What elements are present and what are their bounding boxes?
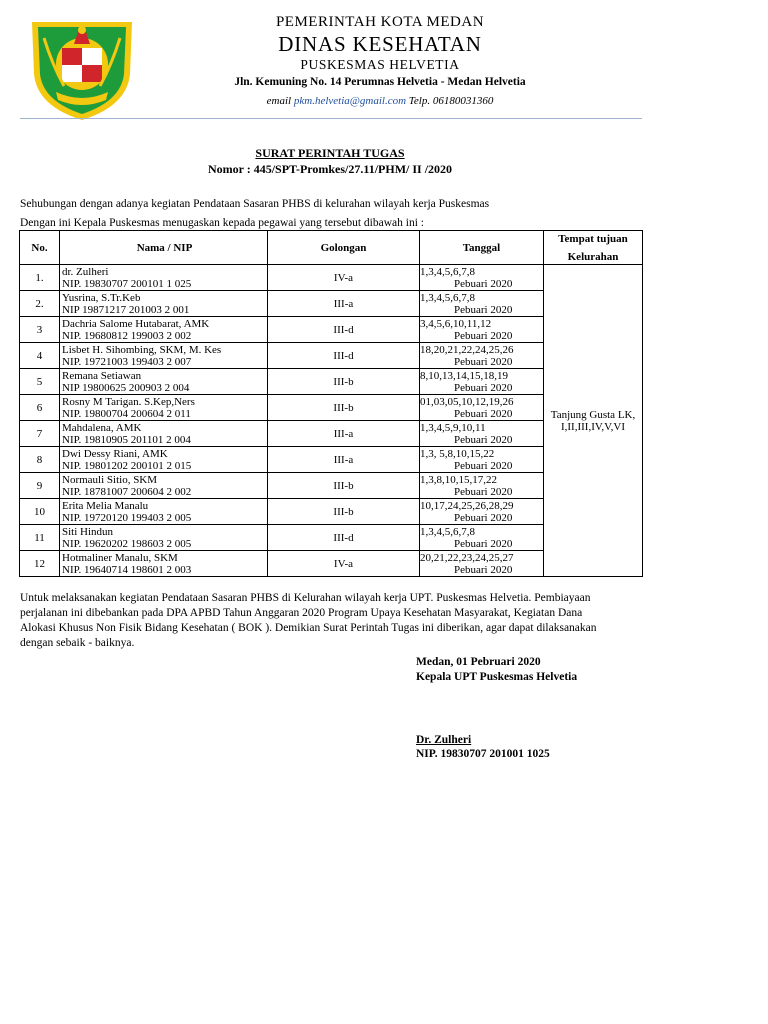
assignment-dates-cell bbox=[420, 499, 544, 525]
col-no-header: No. bbox=[20, 231, 60, 265]
signature-position: Kepala UPT Puskesmas Helvetia bbox=[416, 671, 578, 683]
employee-name: Normauli Sitio, SKM bbox=[62, 473, 158, 486]
employee-grade: III-b bbox=[268, 395, 420, 421]
assignment-dates: 10,17,24,25,26,28,29 bbox=[420, 499, 514, 512]
employee-cell bbox=[60, 265, 268, 291]
employee-grade: III-b bbox=[268, 473, 420, 499]
employee-nip: NIP. 18781007 200604 2 002 bbox=[62, 485, 192, 498]
signature-nip: NIP. 19830707 201001 1025 bbox=[416, 748, 550, 760]
row-number: 2. bbox=[20, 291, 60, 317]
destination-cell bbox=[544, 265, 643, 577]
employee-cell bbox=[60, 369, 268, 395]
assignment-dates: 8,10,13,14,15,18,19 bbox=[420, 369, 508, 382]
letter-title: SURAT PERINTAH TUGAS bbox=[255, 146, 405, 160]
intro-paragraph-2: Dengan ini Kepala Puskesmas menugaskan kepada pegawai yang tersebut dibawah ini : bbox=[20, 217, 424, 229]
employee-nip: NIP. 19830707 200101 1 025 bbox=[62, 277, 192, 290]
employee-nip: NIP. 19801202 200101 2 015 bbox=[62, 459, 192, 472]
row-number: 9 bbox=[20, 473, 60, 499]
assignment-table bbox=[19, 230, 643, 577]
assignment-dates: 1,3,4,5,6,7,8 bbox=[420, 265, 475, 278]
assignment-month: Pebuari 2020 bbox=[454, 381, 513, 394]
employee-nip: NIP 19800625 200903 2 004 bbox=[62, 381, 190, 394]
employee-cell bbox=[60, 291, 268, 317]
employee-grade: III-a bbox=[268, 447, 420, 473]
employee-nip: NIP 19871217 201003 2 001 bbox=[62, 303, 190, 316]
assignment-dates-cell bbox=[420, 551, 544, 577]
employee-grade: III-b bbox=[268, 499, 420, 525]
destination-header-line2: Kelurahan bbox=[567, 250, 619, 263]
assignment-dates-cell bbox=[420, 317, 544, 343]
row-number: 12 bbox=[20, 551, 60, 577]
employee-cell bbox=[60, 447, 268, 473]
assignment-month: Pebuari 2020 bbox=[454, 537, 513, 550]
header-divider bbox=[20, 118, 642, 119]
header-contact bbox=[160, 95, 600, 107]
assignment-dates-cell bbox=[420, 343, 544, 369]
intro-paragraph-1: Sehubungan dengan adanya kegiatan Pendataan Sasaran PHBS di kelurahan wilayah kerja Puskesmas bbox=[20, 198, 490, 210]
assignment-dates-cell bbox=[420, 291, 544, 317]
employee-cell bbox=[60, 473, 268, 499]
employee-name: Yusrina, S.Tr.Keb bbox=[62, 291, 141, 304]
employee-cell bbox=[60, 499, 268, 525]
header-government: PEMERINTAH KOTA MEDAN bbox=[275, 14, 485, 30]
employee-name: Erita Melia Manalu bbox=[62, 499, 149, 512]
assignment-dates-cell bbox=[420, 473, 544, 499]
employee-name: Lisbet H. Sihombing, SKM, M. Kes bbox=[62, 343, 222, 356]
employee-name: Hotmaliner Manalu, SKM bbox=[62, 551, 178, 564]
employee-cell bbox=[60, 525, 268, 551]
assignment-dates-cell bbox=[420, 447, 544, 473]
assignment-month: Pebuari 2020 bbox=[454, 563, 513, 576]
employee-grade: III-d bbox=[268, 343, 420, 369]
signature-place-date: Medan, 01 Pebruari 2020 bbox=[416, 656, 541, 668]
employee-grade: III-a bbox=[268, 291, 420, 317]
assignment-month: Pebuari 2020 bbox=[454, 511, 513, 524]
assignment-dates: 1,3,8,10,15,17,22 bbox=[420, 473, 497, 486]
employee-cell bbox=[60, 421, 268, 447]
assignment-dates: 1,3,4,5,6,7,8 bbox=[420, 525, 475, 538]
employee-nip: NIP. 19680812 199003 2 002 bbox=[62, 329, 192, 342]
assignment-dates: 20,21,22,23,24,25,27 bbox=[420, 551, 514, 564]
col-date-header: Tanggal bbox=[420, 231, 544, 265]
employee-cell bbox=[60, 551, 268, 577]
assignment-dates: 3,4,5,6,10,11,12 bbox=[420, 317, 492, 330]
assignment-month: Pebuari 2020 bbox=[454, 433, 513, 446]
table-body bbox=[20, 265, 643, 577]
row-number: 6 bbox=[20, 395, 60, 421]
email-link[interactable]: pkm.helvetia@gmail.com bbox=[293, 95, 407, 107]
row-number: 8 bbox=[20, 447, 60, 473]
employee-grade: III-b bbox=[268, 369, 420, 395]
assignment-dates: 1,3,4,5,9,10,11 bbox=[420, 421, 486, 434]
employee-name: Dwi Dessy Riani, AMK bbox=[62, 447, 168, 460]
destination-header-line1: Tempat tujuan bbox=[558, 232, 628, 245]
employee-name: Siti Hindun bbox=[62, 525, 114, 538]
col-destination-header bbox=[544, 231, 643, 265]
assignment-dates-cell bbox=[420, 395, 544, 421]
row-number: 7 bbox=[20, 421, 60, 447]
employee-name: Remana Setiawan bbox=[62, 369, 142, 382]
employee-nip: NIP. 19721003 199403 2 007 bbox=[62, 355, 192, 368]
row-number: 11 bbox=[20, 525, 60, 551]
employee-nip: NIP. 19640714 198601 2 003 bbox=[62, 563, 192, 576]
assignment-dates: 1,3,4,5,6,7,8 bbox=[420, 291, 475, 304]
employee-nip: NIP. 19810905 201101 2 004 bbox=[62, 433, 191, 446]
assignment-dates: 1,3, 5,8,10,15,22 bbox=[420, 447, 495, 460]
employee-name: Rosny M Tarigan. S.Kep,Ners bbox=[62, 395, 195, 408]
header-department: DINAS KESEHATAN bbox=[278, 32, 482, 56]
assignment-month: Pebuari 2020 bbox=[454, 303, 513, 316]
assignment-dates-cell bbox=[420, 265, 544, 291]
row-number: 10 bbox=[20, 499, 60, 525]
city-emblem-logo bbox=[22, 14, 142, 124]
employee-name: Dachria Salome Hutabarat, AMK bbox=[62, 317, 210, 330]
assignment-dates: 18,20,21,22,24,25,26 bbox=[420, 343, 514, 356]
destination-line2: I,II,III,IV,V,VI bbox=[560, 420, 626, 433]
employee-grade: III-d bbox=[268, 525, 420, 551]
employee-nip: NIP. 19720120 199403 2 005 bbox=[62, 511, 192, 524]
row-number: 3 bbox=[20, 317, 60, 343]
assignment-month: Pebuari 2020 bbox=[454, 485, 513, 498]
assignment-month: Pebuari 2020 bbox=[454, 329, 513, 342]
signature-name: Dr. Zulheri bbox=[416, 734, 472, 746]
col-name-header: Nama / NIP bbox=[60, 231, 268, 265]
employee-grade: III-a bbox=[268, 421, 420, 447]
table-header-row bbox=[20, 231, 643, 265]
assignment-dates: 01,03,05,10,12,19,26 bbox=[420, 395, 514, 408]
assignment-dates-cell bbox=[420, 369, 544, 395]
employee-grade: III-d bbox=[268, 317, 420, 343]
row-number: 5 bbox=[20, 369, 60, 395]
employee-nip: NIP. 19800704 200604 2 011 bbox=[62, 407, 191, 420]
destination-line1: Tanjung Gusta LK, bbox=[550, 408, 636, 421]
col-grade-header: Golongan bbox=[268, 231, 420, 265]
letter-number: Nomor : 445/SPT-Promkes/27.11/PHM/ II /2020 bbox=[207, 162, 453, 176]
header-clinic: PUSKESMAS HELVETIA bbox=[300, 57, 460, 72]
employee-cell bbox=[60, 395, 268, 421]
employee-cell bbox=[60, 343, 268, 369]
row-number: 1. bbox=[20, 265, 60, 291]
employee-grade: IV-a bbox=[268, 265, 420, 291]
phone-number: Telp. 06180031360 bbox=[408, 95, 494, 107]
assignment-month: Pebuari 2020 bbox=[454, 459, 513, 472]
employee-cell bbox=[60, 317, 268, 343]
row-number: 4 bbox=[20, 343, 60, 369]
assignment-month: Pebuari 2020 bbox=[454, 407, 513, 420]
header-address: Jln. Kemuning No. 14 Perumnas Helvetia - Medan Helvetia bbox=[234, 76, 526, 88]
employee-grade: IV-a bbox=[268, 551, 420, 577]
assignment-dates-cell bbox=[420, 421, 544, 447]
employee-name: Mahdalena, AMK bbox=[62, 421, 142, 434]
assignment-month: Pebuari 2020 bbox=[454, 355, 513, 368]
table-row bbox=[20, 265, 643, 291]
employee-nip: NIP. 19620202 198603 2 005 bbox=[62, 537, 192, 550]
assignment-month: Pebuari 2020 bbox=[454, 277, 513, 290]
assignment-dates-cell bbox=[420, 525, 544, 551]
email-prefix: email bbox=[266, 95, 292, 107]
employee-name: dr. Zulheri bbox=[62, 265, 109, 278]
closing-paragraph: Untuk melaksanakan kegiatan Pendataan Sasaran PHBS di Kelurahan wilayah kerja UPT. Puskesmas Helvetia. Pembiayaan perjalanan ini dibebankan pada DPA APBD Tahun Anggaran 2020 Program Upaya Kesehatan Masyarakat, Kegiatan Dana Alokasi Khusus Non Fisik Bidang Kesehatan ( BOK ). Demikian Surat Perintah Tugas ini diberikan, agar dapat dilaksanakan dengan sebaik - baiknya. bbox=[20, 592, 597, 649]
